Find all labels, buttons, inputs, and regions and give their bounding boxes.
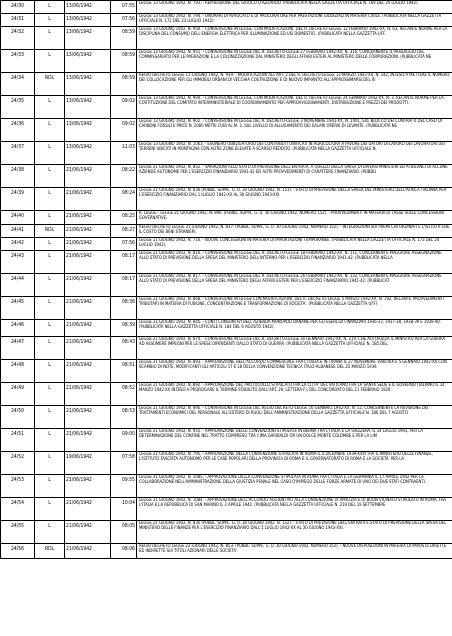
register-id-cell: 24/54: [1, 498, 35, 521]
act-date-cell: 21/06/1942: [65, 165, 111, 188]
act-date-cell: 21/06/1942: [65, 188, 111, 211]
table-row: [1, 406, 452, 429]
register-body: [1, 1, 452, 559]
act-description-cell: LEGGE 13 GIUGNO 1942, N. 794. - ONORARI DI AVVOCATO E DI PROCURATORE PER PRESTAZIONI GIUDIZIALI IN MATERIA CIVILE. (PUBBLICATA NELLA GAZZETTA UFFICIALE N. 172 DEL 23 LUGLIO 1942).: [137, 14, 452, 27]
act-description-cell: LEGGE 21 GIUGNO 1942, N. 845. - CONTI CONSUNTIVI DELL'AZIENDA MONOPOLI BANANE PER GLI ESERCIZI FINANZIARI 1936-37, 1937-38, 1938-39 E 1939-40. (PUBBLICATA NELLA GAZZETTA UFFICIALE N. 184 DEL 6 AGOSTO 1942).: [137, 320, 452, 337]
register-id-cell: 24/41: [1, 225, 35, 238]
act-description-cell: R. LEGGE - LEGGE 21 GIUGNO 1942, N. 896. (PUBBL. SUPPL. G. U. 30 GIUGNO 1942, NUMERO 152). - PROVVEDIMENTI IN MATERIA DI TASSE SULLE CONCESSIONI GOVERNATIVE.: [137, 211, 452, 225]
act-date-cell: 21/06/1942: [65, 211, 111, 225]
act-time-cell: 09:55: [111, 475, 137, 498]
act-description-cell: LEGGE 21 GIUGNO 1942, N. 835 (PUBBL. SUPPL. G. U. 30 GIUGNO 1942, N. 152). - STATO DI PREVISIONE DELL'ENTRATA E STATO DI PREVISIONE DELLA SPESA DEL MINISTERO DELLE FINANZE PER L'ESERCIZIO FINANZIARIO DALL'1 LUGLIO 1942-XX AL 30 GIUGNO 1943-XXI.: [137, 521, 452, 544]
act-type-cell: L: [35, 1, 65, 14]
act-time-cell: 10:04: [111, 498, 137, 521]
act-time-cell: 08:05: [111, 521, 137, 544]
act-time-cell: 08:24: [111, 188, 137, 211]
act-type-cell: L: [35, 320, 65, 337]
act-time-cell: 08:53: [111, 406, 137, 429]
act-date-cell: 13/06/1942: [65, 142, 111, 165]
act-time-cell: 08:25: [111, 211, 137, 225]
act-description-cell: LEGGE 21 GIUGNO 1942, N. 874. - CONVERSIONE IN LEGGE DEL R. DECRETO-LEGGE 30 GENNAIO 1942-XX, N. 219, CHE AUTORIZZA IL MINISTRO PER LA GUERRA AD ASSUMERE IMPEGNI PER LE SPESE DIPENDENTI DALLO STATO DI GUERRA. (PUBBLICATA NELLA GAZZETTA UFFICIALE N. 185 DEL: [137, 337, 452, 360]
act-date-cell: 13/06/1942: [65, 1, 111, 14]
act-time-cell: 08:59: [111, 73, 137, 96]
act-type-cell: L: [35, 429, 65, 452]
register-id-cell: 24/32: [1, 27, 35, 50]
register-id-cell: 24/44: [1, 274, 35, 297]
act-description-cell: LEGGE 21 GIUGNO 1942, N. 1084. - APPROVAZIONE DELL'ACCORDO AGGIUNTIVO ALLA CONVENZIONE DI AMICIZIA E DI BUON VICINATO STIPULATO IN ROMA, FRA L'ITALIA E LA REPUBBLICA DI SAN MARINO IL 2 APRILE 1942. (PUBBLICATA NELLA GAZZETTA UFFICIALE N. 219 DEL 19 SETTEMBRE: [137, 498, 452, 521]
table-row: [1, 188, 452, 211]
register-id-cell: 24/34: [1, 73, 35, 96]
act-date-cell: 13/06/1942: [65, 14, 111, 27]
table-row: [1, 544, 452, 559]
register-id-cell: 24/38: [1, 165, 35, 188]
act-description-cell: LEGGE 13 GIUGNO 1942, N. 950. - CONVERSIONE IN LEGGE, CON MODIFICAZIONI, DEL R. DECRETO-LEGGE 12 FEBBRAIO 1942-XX, N. 63, RECANTE NORME PER LA DISCIPLINA DEL CONSUMO DELL'ENERGIA ELETTRICA PER ILLUMINAZIONE ED USI DOMESTICI. (PUBBLICATA NELLA GAZZETTA UFF.: [137, 27, 452, 50]
act-type-cell: L: [35, 274, 65, 297]
act-type-cell: L: [35, 96, 65, 119]
register-id-cell: 24/35: [1, 96, 35, 119]
act-date-cell: 21/06/1942: [65, 225, 111, 238]
register-id-cell: 24/47: [1, 337, 35, 360]
act-type-cell: L: [35, 27, 65, 50]
register-id-cell: 24/31: [1, 14, 35, 27]
act-time-cell: 08:59: [111, 50, 137, 73]
act-time-cell: 08:17: [111, 274, 137, 297]
act-description-cell: LEGGE 13 GIUGNO 1942, N. 900. - CONVERSIONE IN LEGGE, CON MODIFICAZIONI, DEL R. DECRETO-LEGGE 24 GENNAIO 1942-XX, N. 3, RECANTE NORME PER LA COSTITUZIONE DEL COMITATO INTERMINISTERIALE DI COORDINAMENTO PER APPROVVIGIONAMENTI, DISTRIBUZIONE E PREZZI DEI PRODOTTI.: [137, 96, 452, 119]
act-date-cell: 13/06/1942: [65, 27, 111, 50]
act-type-cell: L: [35, 521, 65, 544]
act-time-cell: 08:43: [111, 337, 137, 360]
register-id-cell: 24/53: [1, 475, 35, 498]
act-type-cell: L: [35, 14, 65, 27]
act-description-cell: LEGGE 21 GIUGNO 1942, N. 868. - CONVERSIONE IN LEGGE CON MODIFICAZIONI, DEL R. DECRETO-LEGGE 5 MARZO 1942-XX, N. 192, RECANTE PROVVEDIMENTI TRIBUTARI IN MATERIA DI FUSIONE, CONCENTRAZIONE E TRASFORMAZIONE DI SOCIETA'. (PUBBLICATA NELLA GAZZETTA UFFI: [137, 297, 452, 320]
act-type-cell: L: [35, 337, 65, 360]
act-type-cell: RDL: [35, 73, 65, 96]
table-row: [1, 383, 452, 406]
register-id-cell: 24/51: [1, 429, 35, 452]
register-id-cell: 24/52: [1, 452, 35, 475]
act-description-cell: LEGGE 21 GIUGNO 1942, N. 716. - NUOVE CONCESSIONI IN MATERIA DI IMPORTAZIONI TEMPORANEE. (PUBBLICATA NELLA GAZZETTA UFFICIALE N. 173 DEL 24 LUGLIO 1942).: [137, 238, 452, 251]
act-date-cell: 21/06/1942: [65, 360, 111, 383]
act-date-cell: 21/06/1942: [65, 406, 111, 429]
act-date-cell: 13/06/1942: [65, 50, 111, 73]
act-description-cell: LEGGE 21 GIUGNO 1942, N. 795. - APPROVAZIONE DELLA CONVENZIONE STIPULATA IN ROMA IL 4 DICEMBRE 1939-XVIII TRA IL MINISTERO DELLE FINANZE, L'ISTITUTO FASCISTA AUTONOMO PER LE CASE POPOLARI DELLA PROVINCIA DI ROMA E IL GOVERNATORATO DI ROMA E LA SOCIETA' PER LA: [137, 452, 452, 475]
act-description-cell: LEGGE 13 GIUGNO 1942, N. 793. - REPRESSIONE DEL GIUOCO D'AZZARDO. (PUBBLICATA NELLA GAZZETTA UFFICIALE N. 169 DEL 20 LUGLIO 1942).: [137, 1, 452, 14]
table-row: [1, 165, 452, 188]
act-date-cell: 21/06/1942: [65, 544, 111, 559]
act-date-cell: 21/06/1942: [65, 498, 111, 521]
table-row: [1, 320, 452, 337]
act-time-cell: 08:06: [111, 544, 137, 559]
table-row: [1, 521, 452, 544]
register-id-cell: 24/33: [1, 50, 35, 73]
act-time-cell: 08:39: [111, 320, 137, 337]
act-date-cell: 21/06/1942: [65, 274, 111, 297]
table-row: [1, 452, 452, 475]
act-type-cell: L: [35, 165, 65, 188]
act-time-cell: 09:02: [111, 119, 137, 142]
register-id-cell: 24/45: [1, 297, 35, 320]
register-id-cell: 24/39: [1, 188, 35, 211]
act-date-cell: 21/06/1942: [65, 429, 111, 452]
act-time-cell: 07:56: [111, 14, 137, 27]
act-date-cell: 21/06/1942: [65, 383, 111, 406]
table-row: [1, 27, 452, 50]
act-time-cell: 08:51: [111, 360, 137, 383]
act-description-cell: REGIO DECRETO LEGGE 22 GIUGNO 1942, N. 853. (PUBBL. SUPPL. G. U. 30 GIUGNO 1942, NUMERO 152). - NUOVE DISPOSIZIONI IN MATERIA DI IMPOSTE DIRETTE ED INDIRETTE SUI TITOLI AZIONARI DELLE SOCIETA'.: [137, 544, 452, 559]
register-id-cell: 24/43: [1, 251, 35, 274]
act-type-cell: L: [35, 475, 65, 498]
register-id-cell: 24/37: [1, 142, 35, 165]
register-id-cell: 24/50: [1, 406, 35, 429]
act-type-cell: L: [35, 297, 65, 320]
act-type-cell: L: [35, 452, 65, 475]
act-description-cell: LEGGE 21 GIUGNO 1942, N. 816. - CONVERSIONE IN LEGGE DEL R. DECRETO-LEGGE 18 FEBBRAIO 1942-XX, N. 111, CONCERNENTE MAGGIORE ASSEGNAZIONE ALLO STATO DI PREVISIONE DELLA SPESA DEL MINISTERO DELL'INTERNO PER L'ESERCIZIO FINANZIARIO 1941-42. (PUBBLICATA NELLA: [137, 251, 452, 274]
register-id-cell: 24/46: [1, 320, 35, 337]
act-date-cell: 21/06/1942: [65, 251, 111, 274]
register-id-cell: 24/30: [1, 1, 35, 14]
table-row: [1, 238, 452, 251]
act-time-cell: 07:55: [111, 1, 137, 14]
act-description-cell: LEGGE 21 GIUGNO 1942, N. 955. - APPROVAZIONE DELLE CONVENZIONI STIPULATE IN BERNA TRA L'ITALIA E LA SVIZZERA, IL 14 LUGLIO 1941, PER LA DETERMINAZIONE DEL CONFINE NEL TRATTO COMPRESO TRA CIMA GARIBALDI OR UN DOLCE MONTE COLOMBE E PER LA LIM: [137, 429, 452, 452]
act-type-cell: L: [35, 188, 65, 211]
act-time-cell: 08:17: [111, 251, 137, 274]
act-type-cell: L: [35, 50, 65, 73]
act-date-cell: 13/06/1942: [65, 96, 111, 119]
act-description-cell: LEGGE 21 GIUGNO 1942, N. 1085. - APPROVAZIONE DELLA CONVENZIONE STIPULATA IN ROMA FRA L'ITALIA E LA GERMANIA IL 17 APRILE 1942 PER LA COLLABORAZIONE NELL'AMMINISTRAZIONE DELLA GIUSTIZIA PENALE NEL CASO D'IMPIEGO DELLE FORZE ARMATE DI UNO DEI DUE STATI CONTRAENTI.: [137, 475, 452, 498]
register-id-cell: 24/49: [1, 383, 35, 406]
table-row: [1, 274, 452, 297]
act-date-cell: 21/06/1942: [65, 475, 111, 498]
act-time-cell: 11:03: [111, 142, 137, 165]
act-description-cell: LEGGE 13 GIUGNO 1942, N. 902. - CONVERSIONE IN LEGGE DEL R. DECRETO-LEGGE 3 NOVEMBRE 1941-XX, N. 1401, SUL BLOCCO DEI CONTRATTI DEL CASO DI CARBONI FOSSILI E PRICE N. 2000 METRI CUBI AL M. 2, SUL LIVELLO DI ALLUGAMENTO DEI SALARI OPERAI DI LEVANTE. (PUBBLICATA NE: [137, 119, 452, 142]
register-id-cell: 24/42: [1, 238, 35, 251]
act-type-cell: L: [35, 119, 65, 142]
act-description-cell: LEGGE 21 GIUGNO 1942, N. 895. - CONVERSIONE IN LEGGE DEL REGIO DECRETO-LEGGE 16 GENNAIO 1942-XX, N. 52, CONCERNENTE LA REVISIONE DEI TRATTAMENTI ECONOMICI DEL PERSONALE ALL'ESTERO DI RUOLI DELL'AMMINISTRAZIONE DELLA GAZZETTA UFFICIALE N. 186 DEL 7 AGOSTO: [137, 406, 452, 429]
act-description-cell: LEGGE 21 GIUGNO 1942, N. 892. - APPROVAZIONE DEL PROTOCOLLO STIPULATO FRA LA CITTA' DEL VATICANO FRA LA SANTA SEDE E IL GOVERNO ITALIANO IL 14 MARZO 1942-XX INTESO A PROROGARE IL TERMINE STABILITO DALL'ART. 29, LETTERA F), DEL CONCORDATO DEL 11 FEBBRAIO 1929.: [137, 383, 452, 406]
act-type-cell: L: [35, 406, 65, 429]
act-description-cell: LEGGE 13 GIUGNO 1942, N. 951. - CONVERSIONE IN LEGGE DEL R. DECRETO-LEGGE 27 FEBBRAIO 1942-XX, N. 316, CONCERNENTE IL PASSAGGIO DEL COMMISSARIATO PER LE MIGRAZIONI E LA COLONIZZAZIONE DAL MINISTERO DEGLI AFFARI ESTERI AL MINISTERO DELLE CORPORAZIONI. (PUBBLICATA NE: [137, 50, 452, 73]
act-description-cell: LEGGE 13 GIUGNO 1942, N. 1063. - ESONERO OBBLIGATORIO DEI CONTRIBUTI UNIFICATI IN AGRICOLTURA A FAVORE DEI DATORI DI LAVORO DEI LAVORATORI DEI TERRENI UBICATI IN MONTAGNA CON ALTRE ZONE ELEVATE A SCARSO REDDITO. (PUBBLICATA NELLA GAZZETTA UFFICIALE N.: [137, 142, 452, 165]
table-row: [1, 14, 452, 27]
table-row: [1, 475, 452, 498]
register-id-cell: 24/55: [1, 521, 35, 544]
act-time-cell: 08:59: [111, 27, 137, 50]
table-row: [1, 119, 452, 142]
register-id-cell: 24/36: [1, 119, 35, 142]
act-time-cell: 09:02: [111, 96, 137, 119]
act-type-cell: L: [35, 238, 65, 251]
act-time-cell: 07:58: [111, 452, 137, 475]
table-row: [1, 73, 452, 96]
act-type-cell: L: [35, 251, 65, 274]
table-row: [1, 337, 452, 360]
act-type-cell: L: [35, 360, 65, 383]
act-time-cell: 07:56: [111, 238, 137, 251]
register-id-cell: 24/40: [1, 211, 35, 225]
act-time-cell: 08:22: [111, 165, 137, 188]
act-date-cell: 13/06/1942: [65, 73, 111, 96]
table-row: [1, 498, 452, 521]
act-time-cell: 08:27: [111, 225, 137, 238]
act-date-cell: 19/06/1942: [65, 452, 111, 475]
act-description-cell: REGIO DECRETO LEGGE 13 GIUGNO 1942, N. 939. - MODIFICAZIONI ALL'ART. 2 DEL R. DECRETO-LEGGE 12 MARZO 1942-XX, N. 142, INTESO A METTERE IL NUMERO DEI COLLOCAZIONE PER GLI IMMOBILI URBANI DI VECCHIA COSTRUZIONE E DI NUOVO IMPIANTO ALL'APPROSSIMARSI DEL RI: [137, 73, 452, 96]
table-row: [1, 225, 452, 238]
act-description-cell: REGIO DECRETO LEGGE 21 GIUGNO 1942, N. 837. (PUBBL. SUPPL. G. U. 30 GIUGNO 1942, NUMERO 152). - INTEGRAZIONI SUI PREMI CHI ORDINATI E L'ISTITUTI CHE IL COSTO DEI BENI STRANIERI.: [137, 225, 452, 238]
act-description-cell: LEGGE 21 GIUGNO 1942, N. 836 (PUBBL. SUPPL. G. U. 30 GIUGNO 1942, N. 151). - STATO DI PREVISIONE DELLA SPESA DEL MINISTERO DELL'AFRICA ITALIANA PER L'ESERCIZIO FINANZIARIO DAL 1 LUGLIO 1942-XX AL 30 GIUGNO 1943-XXI.: [137, 188, 452, 211]
table-row: [1, 1, 452, 14]
act-type-cell: RDL: [35, 225, 65, 238]
table-row: [1, 251, 452, 274]
act-date-cell: 21/06/1942: [65, 521, 111, 544]
act-type-cell: L: [35, 211, 65, 225]
act-date-cell: 21/06/1942: [65, 297, 111, 320]
table-row: [1, 50, 452, 73]
table-row: [1, 211, 452, 225]
act-date-cell: 21/06/1942: [65, 337, 111, 360]
act-type-cell: L: [35, 498, 65, 521]
table-row: [1, 360, 452, 383]
act-type-cell: RDL: [35, 544, 65, 559]
act-description-cell: LEGGE 21 GIUGNO 1942, N. 852. - VARIAZIONI ALLO STATO DI PREVISIONE DELL'ENTRATA, A QUELLO DELLA SPESA DI DIVERSI MINISTERI ED AI BILANCI DI ALCUNE AZIENDE AUTONOME PER L'ESERCIZIO FINANZIARIO 1941-42 ED ALTRI PROVVEDIMENTI DI CARATTERE FINANZIARIO. (PUBBLI: [137, 165, 452, 188]
register-id-cell: 24/56: [1, 544, 35, 559]
act-time-cell: 08:36: [111, 297, 137, 320]
act-description-cell: LEGGE 21 GIUGNO 1942, N. 817. - CONVERSIONE IN LEGGE DEL R. DECRETO-LEGGE 26 FEBBRAIO 1942-XX, N. 132, CONCERNENTE MAGGIORE ASSEGNAZIONE ALLO STATO DI PREVISIONE DELLA SPESA DEL MINISTERO DEGLI AFFARI ESTERI PER L'ESERCIZIO FINANZIARIO 1941-42. (PUBBLICAT: [137, 274, 452, 297]
act-time-cell: 09:00: [111, 429, 137, 452]
act-date-cell: 13/06/1942: [65, 119, 111, 142]
act-time-cell: 08:52: [111, 383, 137, 406]
act-type-cell: L: [35, 383, 65, 406]
act-date-cell: 21/06/1942: [65, 238, 111, 251]
table-row: [1, 142, 452, 165]
act-description-cell: LEGGE 21 GIUGNO 1942, N. 893. - APPROVAZIONE DELL'ACCORDO COMMERCIALE FRA L'ITALIA E IN TIRANA IL 27 NOVEMBRE 1940-XIX E 5 GENNAIO 1942-XX CON SCAMBIO DI NOTE, MODIFICANTI GLI ARTICOLI 17 E 18 DELLA CONVENZIONE TECNICA ITALO-ALBANESE DEL 25 MARZO 1939.: [137, 360, 452, 383]
register-id-cell: 24/48: [1, 360, 35, 383]
act-date-cell: 21/06/1942: [65, 320, 111, 337]
table-row: [1, 297, 452, 320]
table-row: [1, 429, 452, 452]
table-row: [1, 96, 452, 119]
act-type-cell: L: [35, 142, 65, 165]
